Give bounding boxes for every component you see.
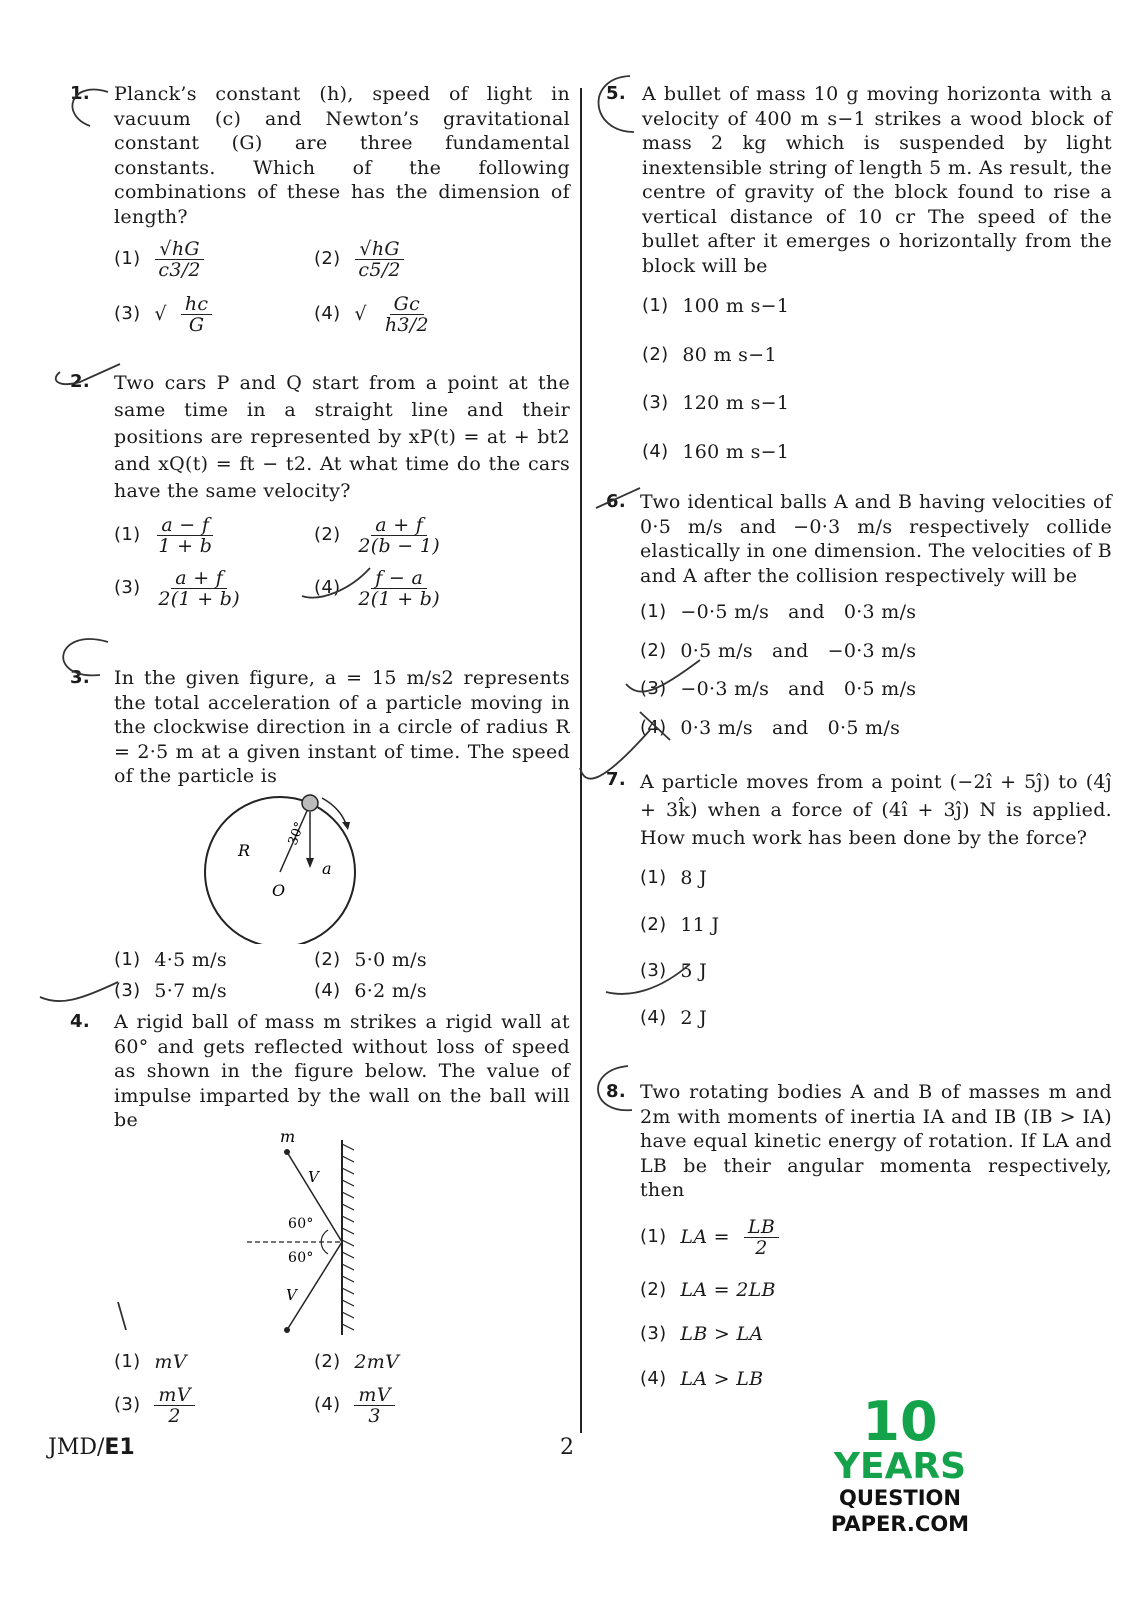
option-3[interactable]: (3) LB > LA xyxy=(640,1323,764,1345)
question-text: A particle moves from a point (−2î + 5ĵ) to (4ĵ + 3k̂) when a force of (4î + 3ĵ) N is applied. How much work has been done by the force? xyxy=(640,771,1112,849)
mass-label: m xyxy=(280,1130,296,1146)
column-divider xyxy=(580,88,582,1433)
question-number: 6. xyxy=(606,491,626,512)
angle-label: 30° xyxy=(285,819,308,848)
option-2[interactable]: (2) $\frac{a + f}{2(b - 1)}$ xyxy=(314,514,440,557)
velocity-label-out: V xyxy=(286,1286,298,1304)
question-text: A rigid ball of mass m strikes a rigid wall at 60° and gets reflected without loss of speed as shown in the figure below. The value of impulse imparted by the wall on the ball will be xyxy=(114,1011,570,1131)
question-number: 7. xyxy=(606,769,626,790)
options xyxy=(114,948,514,1003)
options xyxy=(640,600,1112,740)
watermark-logo: 10 YEARS QUESTION PAPER.COM xyxy=(830,1390,970,1536)
acceleration-label: a xyxy=(322,859,332,878)
question-number: 1. xyxy=(70,83,90,104)
option-2[interactable]: (2) 11 J xyxy=(640,913,720,936)
option-1[interactable]: (1) mV xyxy=(114,1351,187,1373)
option-1[interactable]: (1) 8 J xyxy=(640,867,708,889)
option-2[interactable]: (2) 80 m s−1 xyxy=(642,343,777,366)
question-text: A bullet of mass 10 g moving horizonta with a velocity of 400 m s−1 strikes a wood block of mass 2 kg which is suspended by light inextensible string of length 5 m. As result, the centre of gravity of the block found to rise a vertical distance of 10 cr The speed of the bullet after it emerges o horizontally from the block will be xyxy=(642,83,1112,277)
wall-hatching xyxy=(342,1144,354,1330)
options xyxy=(640,866,1112,1030)
options xyxy=(642,294,1112,464)
option-4[interactable]: (4) 2 J xyxy=(640,1006,708,1029)
paper-code: JMD/E1 xyxy=(48,1435,135,1460)
angle-label-bottom: 60° xyxy=(288,1250,314,1266)
options xyxy=(114,515,570,609)
question-number: 3. xyxy=(70,667,90,688)
option-3[interactable]: (3) $\frac{mV}{2}$ xyxy=(114,1385,314,1426)
question-3 xyxy=(70,666,570,1006)
option-4[interactable]: (4) 6·2 m/s xyxy=(314,979,427,1002)
option-3[interactable]: (3) 5 J xyxy=(640,960,708,982)
option-3[interactable]: (3) 5·7 m/s xyxy=(114,979,227,1002)
option-1[interactable]: (1) $\frac{√hG}{c3/2}$ xyxy=(114,239,314,280)
particle xyxy=(302,795,318,811)
wall-figure xyxy=(242,1130,382,1340)
question-text: Planck’s constant (h), speed of light in vacuum (c) and Newton’s gravitational constant (G) are three fundamental constants. Which of the following combinations of these has the dimension of length? xyxy=(114,83,570,228)
option-4[interactable]: (4) 160 m s−1 xyxy=(642,440,790,463)
option-2[interactable]: (2) 5·0 m/s xyxy=(314,949,427,971)
option-2[interactable]: (2) $\frac{√hG}{c5/2}$ xyxy=(314,239,514,280)
option-3[interactable]: (3) √ $\frac{hc}{G}$ xyxy=(114,294,314,335)
option-4[interactable]: (4) 0·3 m/s and 0·5 m/s xyxy=(640,716,901,739)
option-1[interactable]: (1) 100 m s−1 xyxy=(642,295,790,317)
angle-label-top: 60° xyxy=(288,1216,314,1232)
option-2[interactable]: (2) LA = 2LB xyxy=(640,1278,776,1301)
left-column xyxy=(70,82,570,1430)
page-number: 2 xyxy=(560,1435,574,1460)
option-4[interactable]: (4) $\frac{f - a}{2(1 + b)}$ xyxy=(314,567,440,610)
question-number: 2. xyxy=(70,371,90,392)
option-3[interactable]: (3) $\frac{a + f}{2(1 + b)}$ xyxy=(114,567,240,610)
velocity-label-in: V xyxy=(308,1168,320,1186)
question-text: Two rotating bodies A and B of masses m and 2m with moments of inertia IA and IB (IB > IA) have equal kinetic energy of rotation. If LA and LB be their angular momenta respectively, then xyxy=(640,1081,1112,1201)
question-2 xyxy=(70,370,570,650)
option-4[interactable]: (4) √ $\frac{Gc}{h3/2}$ xyxy=(314,293,429,336)
question-text: Two identical balls A and B having velocities of 0·5 m/s and −0·3 m/s respectively collide elastically in one dimension. The velocities of B and A after the collision respectively will be xyxy=(640,491,1112,587)
right-column xyxy=(606,82,1112,1410)
question-7 xyxy=(606,768,1112,1080)
question-4 xyxy=(70,1010,570,1430)
option-3[interactable]: (3) 120 m s−1 xyxy=(642,392,790,414)
question-number: 4. xyxy=(70,1011,90,1032)
arrowhead xyxy=(306,858,314,868)
question-6 xyxy=(606,490,1112,762)
circle-figure xyxy=(198,794,398,944)
question-1 xyxy=(70,82,570,350)
option-2[interactable]: (2) 2mV xyxy=(314,1351,400,1373)
question-8 xyxy=(606,1080,1112,1410)
question-text: In the given figure, a = 15 m/s2 represents the total acceleration of a particle moving in the clockwise direction in a circle of radius R = 2·5 m at a given instant of time. The speed of the particle is xyxy=(114,667,570,787)
option-1[interactable]: (1) −0·5 m/s and 0·3 m/s xyxy=(640,601,917,623)
question-5 xyxy=(606,82,1112,482)
option-4[interactable]: (4) $\frac{mV}{3}$ xyxy=(314,1385,514,1426)
options xyxy=(114,1350,514,1426)
ball-end xyxy=(284,1327,290,1333)
question-text: Two cars P and Q start from a point at the same time in a straight line and their positions are represented by xP(t) = at + bt2 and xQ(t) = ft − t2. At what time do the cars have the same velocity? xyxy=(114,372,570,502)
options xyxy=(640,1217,1112,1392)
radius-label: R xyxy=(238,841,251,860)
center-label: O xyxy=(272,881,286,900)
option-3[interactable]: (3) −0·3 m/s and 0·5 m/s xyxy=(640,678,917,700)
option-1[interactable]: (1) $\frac{a - f}{1 + b}$ xyxy=(114,514,213,557)
option-2[interactable]: (2) 0·5 m/s and −0·3 m/s xyxy=(640,639,917,662)
options xyxy=(114,239,570,335)
option-4[interactable]: (4) LA > LB xyxy=(640,1367,764,1390)
question-number: 8. xyxy=(606,1081,626,1102)
option-1[interactable]: (1) 4·5 m/s xyxy=(114,949,227,971)
option-1[interactable]: (1) LA = $\frac{LB}{2}$ xyxy=(640,1217,1080,1258)
question-number: 5. xyxy=(606,83,626,104)
